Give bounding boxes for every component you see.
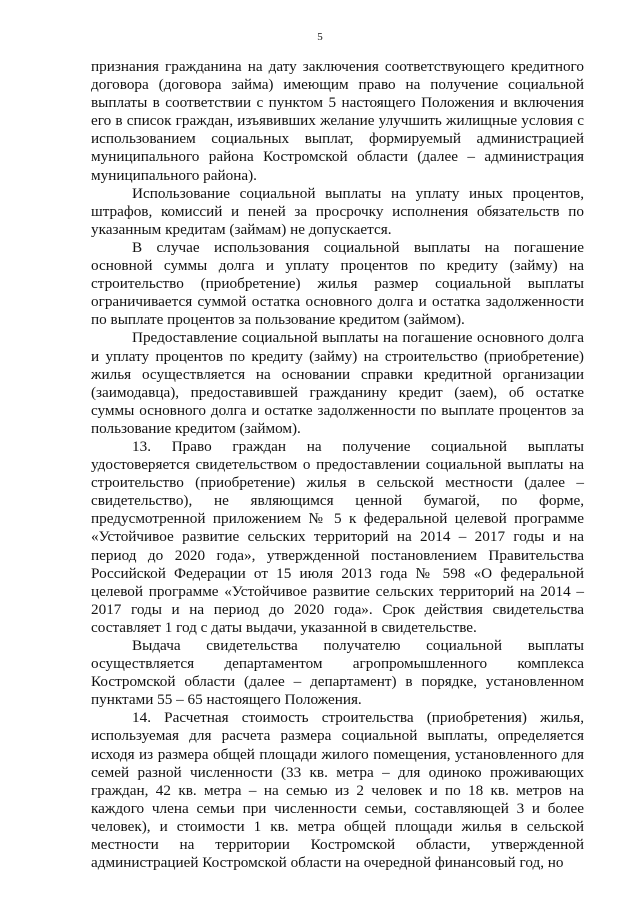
document-body bbox=[91, 58, 584, 872]
paragraph-5-clause-13: 13. Право граждан на получение социальной выплаты удостоверяется свидетельством о предоставлении социальной выплаты на строительство (приобретение) жилья в сельской местности (далее – свидетельство), не являющимся ценной бумагой, по форме, предусмотренной приложением № 5 к федеральной целевой программе «Устойчивое развитие сельских территорий на 2014 – 2017 годы и на период до 2020 года», утвержденной постановлением Правительства Российской Федерации от 15 июля 2013 года № 598 «О федеральной целевой программе «Устойчивое развитие сельских территорий на 2014 – 2017 годы и на период до 2020 года». Срок действия свидетельства составляет 1 год с даты выдачи, указанной в свидетельстве. bbox=[91, 437, 584, 636]
paragraph-4: Предоставление социальной выплаты на погашение основного долга и уплату процентов по кредиту (займу) на строительство (приобретение) жилья осуществляется на основании справки кредитной организации (заимодавца), предоставившей гражданину кредит (заем), об остатке суммы основного долга и остатке задолженности по выплате процентов за пользование кредитом (займом). bbox=[91, 329, 584, 437]
paragraph-1: признания гражданина на дату заключения соответствующего кредитного договора (договора займа) имеющим право на получение социальной выплаты в соответствии с пунктом 5 настоящего Положения и включения его в список граждан, изъявивших желание улучшить жилищные условия с использованием социальных выплат, формируемый администрацией муниципального района Костромской области (далее – администрация муниципального района). bbox=[91, 58, 584, 184]
paragraph-6: Выдача свидетельства получателю социальной выплаты осуществляется департаментом агропромышленного комплекса Костромской области (далее – департамент) в порядке, установленном пунктами 55 – 65 настоящего Положения. bbox=[91, 637, 584, 709]
page-number: 5 bbox=[317, 31, 323, 43]
paragraph-7-clause-14: 14. Расчетная стоимость строительства (приобретения) жилья, используемая для расчета размера социальной выплаты, определяется исходя из размера общей площади жилого помещения, установленного для семей разной численности (33 кв. метра – для одиноко проживающих граждан, 42 кв. метра – на семью из 2 человек и по 18 кв. метров на каждого члена семьи при численности семьи, составляющей 3 и более человек), и стоимости 1 кв. метра общей площади жилья в сельской местности на территории Костромской области, утвержденной администрацией Костромской области на очередной финансовый год, но bbox=[91, 709, 584, 872]
paragraph-2: Использование социальной выплаты на уплату иных процентов, штрафов, комиссий и пеней за просрочку исполнения обязательств по указанным кредитам (займам) не допускается. bbox=[91, 184, 584, 238]
paragraph-3: В случае использования социальной выплаты на погашение основной суммы долга и уплату процентов по кредиту (займу) на строительство (приобретение) жилья размер социальной выплаты ограничивается суммой остатка основного долга и остатка задолженности по выплате процентов за пользование кредитом (займом). bbox=[91, 238, 584, 329]
